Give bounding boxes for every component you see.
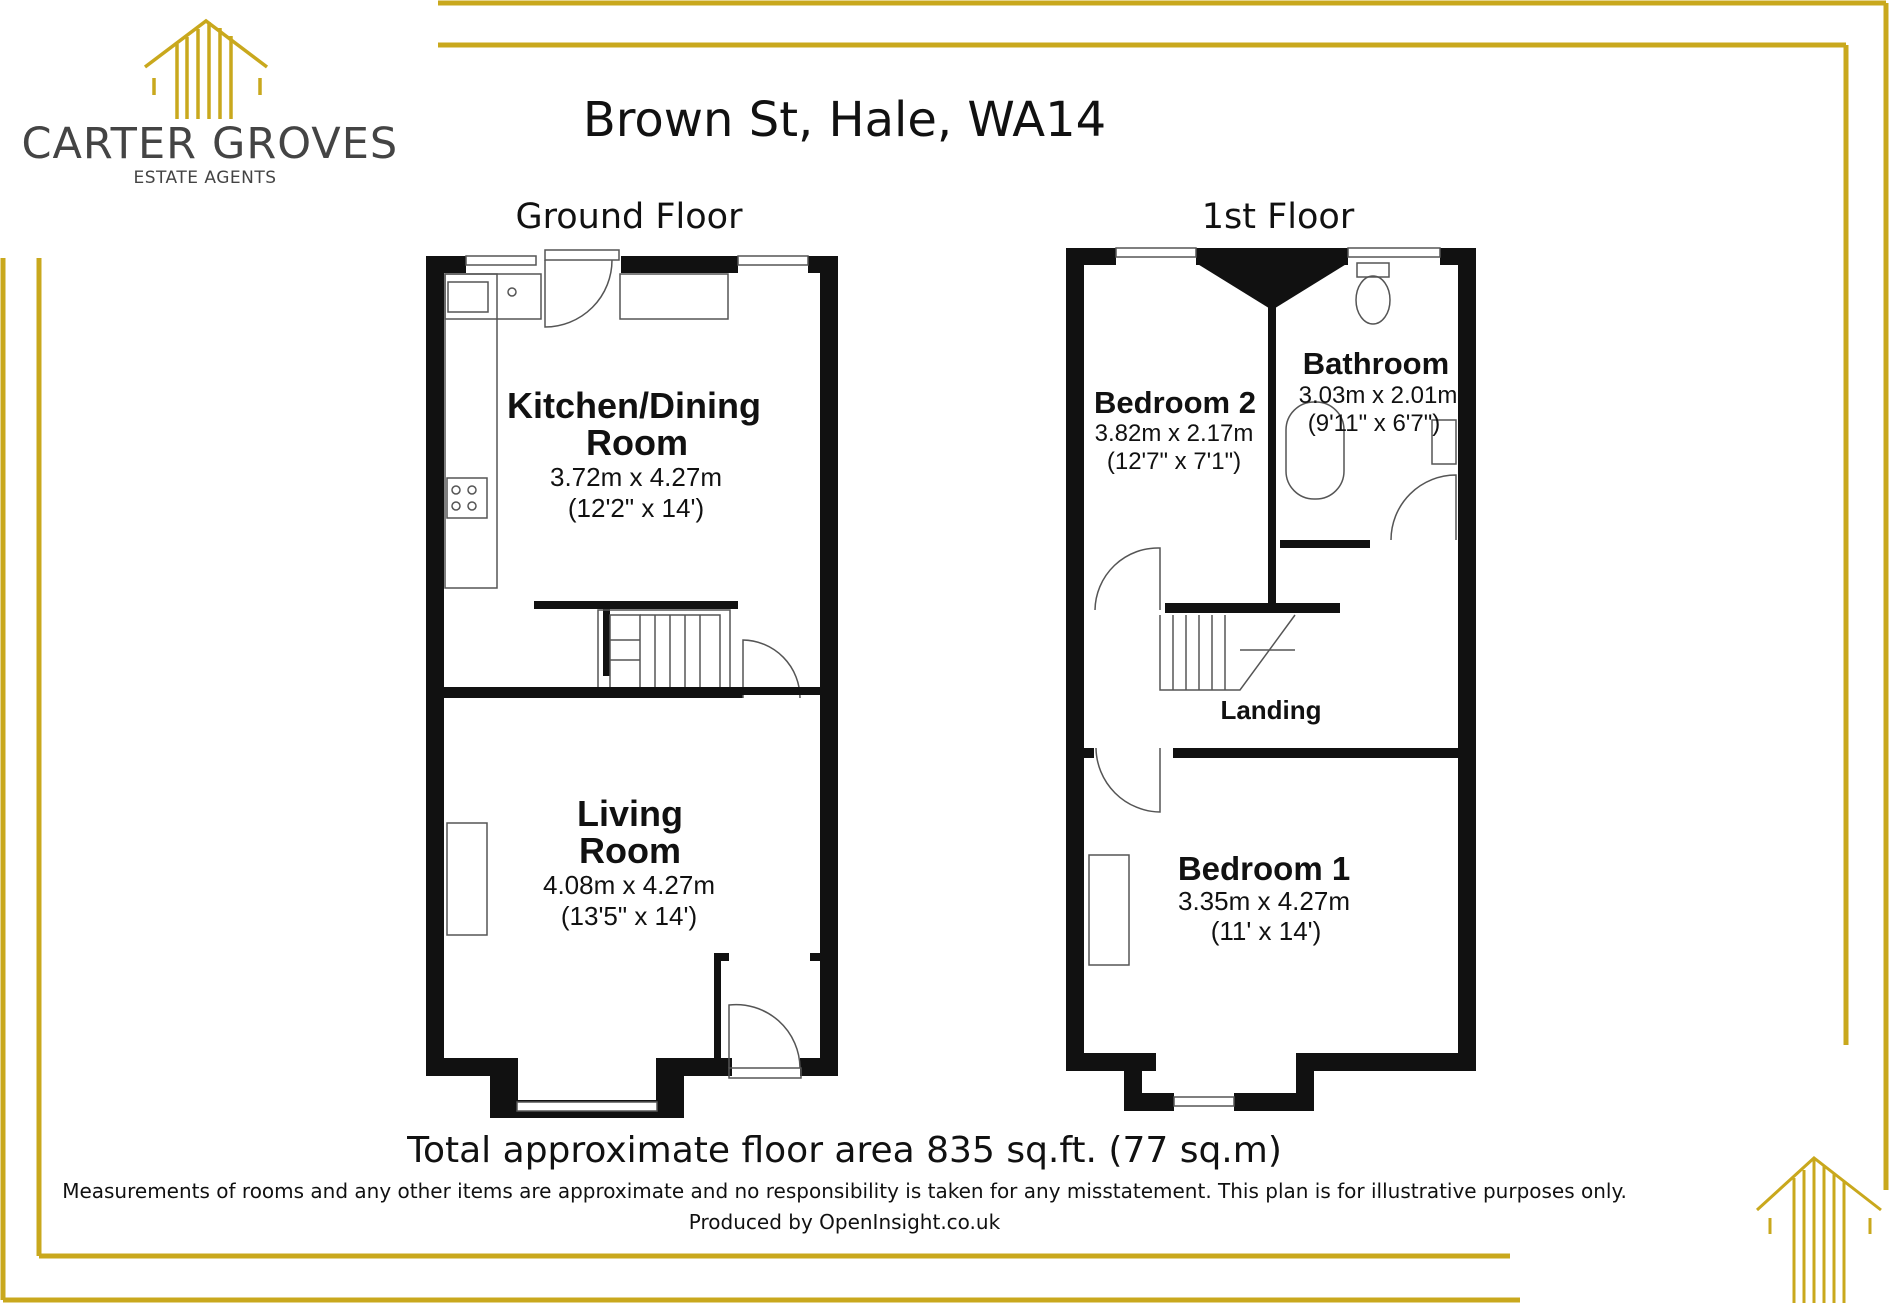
floor-label-first: 1st Floor bbox=[1201, 197, 1355, 237]
brand-tagline: ESTATE AGENTS bbox=[133, 168, 277, 188]
room-living-metric: 4.08m x 4.27m bbox=[543, 870, 715, 900]
room-bedroom2-metric: 3.82m x 2.17m bbox=[1094, 420, 1254, 447]
room-living-imperial: (13'5" x 14') bbox=[560, 901, 698, 931]
room-bedroom1-metric: 3.35m x 4.27m bbox=[1178, 886, 1350, 916]
room-bedroom1-name: Bedroom 1 bbox=[1177, 850, 1351, 887]
room-bedroom1-imperial: (11' x 14') bbox=[1210, 916, 1322, 946]
room-landing-name: Landing bbox=[1220, 695, 1322, 725]
produced-by: Produced by OpenInsight.co.uk bbox=[688, 1210, 1001, 1234]
room-kitchen-imperial: (12'2" x 14') bbox=[567, 493, 705, 523]
room-bedroom2-name: Bedroom 2 bbox=[1094, 385, 1256, 420]
total-floor-area: Total approximate floor area 835 sq.ft. (77 sq.m) bbox=[407, 1130, 1282, 1171]
room-bathroom-metric: 3.03m x 2.01m bbox=[1298, 382, 1458, 409]
floor-label-ground: Ground Floor bbox=[515, 197, 743, 237]
room-living-name-2: Room bbox=[579, 830, 681, 871]
room-kitchen-name-1: Kitchen/Dining bbox=[507, 385, 761, 426]
disclaimer: Measurements of rooms and any other items are approximate and no responsibility is taken for any misstatement. This plan is for illustrative purposes only. bbox=[62, 1179, 1627, 1203]
room-bathroom-imperial: (9'11" x 6'7") bbox=[1307, 410, 1441, 437]
room-kitchen-metric: 3.72m x 4.27m bbox=[550, 462, 722, 492]
room-living-name-1: Living bbox=[577, 793, 683, 834]
brand-name-left: CARTER bbox=[21, 119, 197, 169]
page-title: Brown St, Hale, WA14 bbox=[582, 92, 1107, 148]
room-bedroom2-imperial: (12'7" x 7'1") bbox=[1106, 448, 1242, 475]
room-kitchen-name-2: Room bbox=[586, 422, 688, 463]
room-bathroom-name: Bathroom bbox=[1302, 346, 1450, 381]
brand-name-right: GROVES bbox=[212, 119, 395, 169]
